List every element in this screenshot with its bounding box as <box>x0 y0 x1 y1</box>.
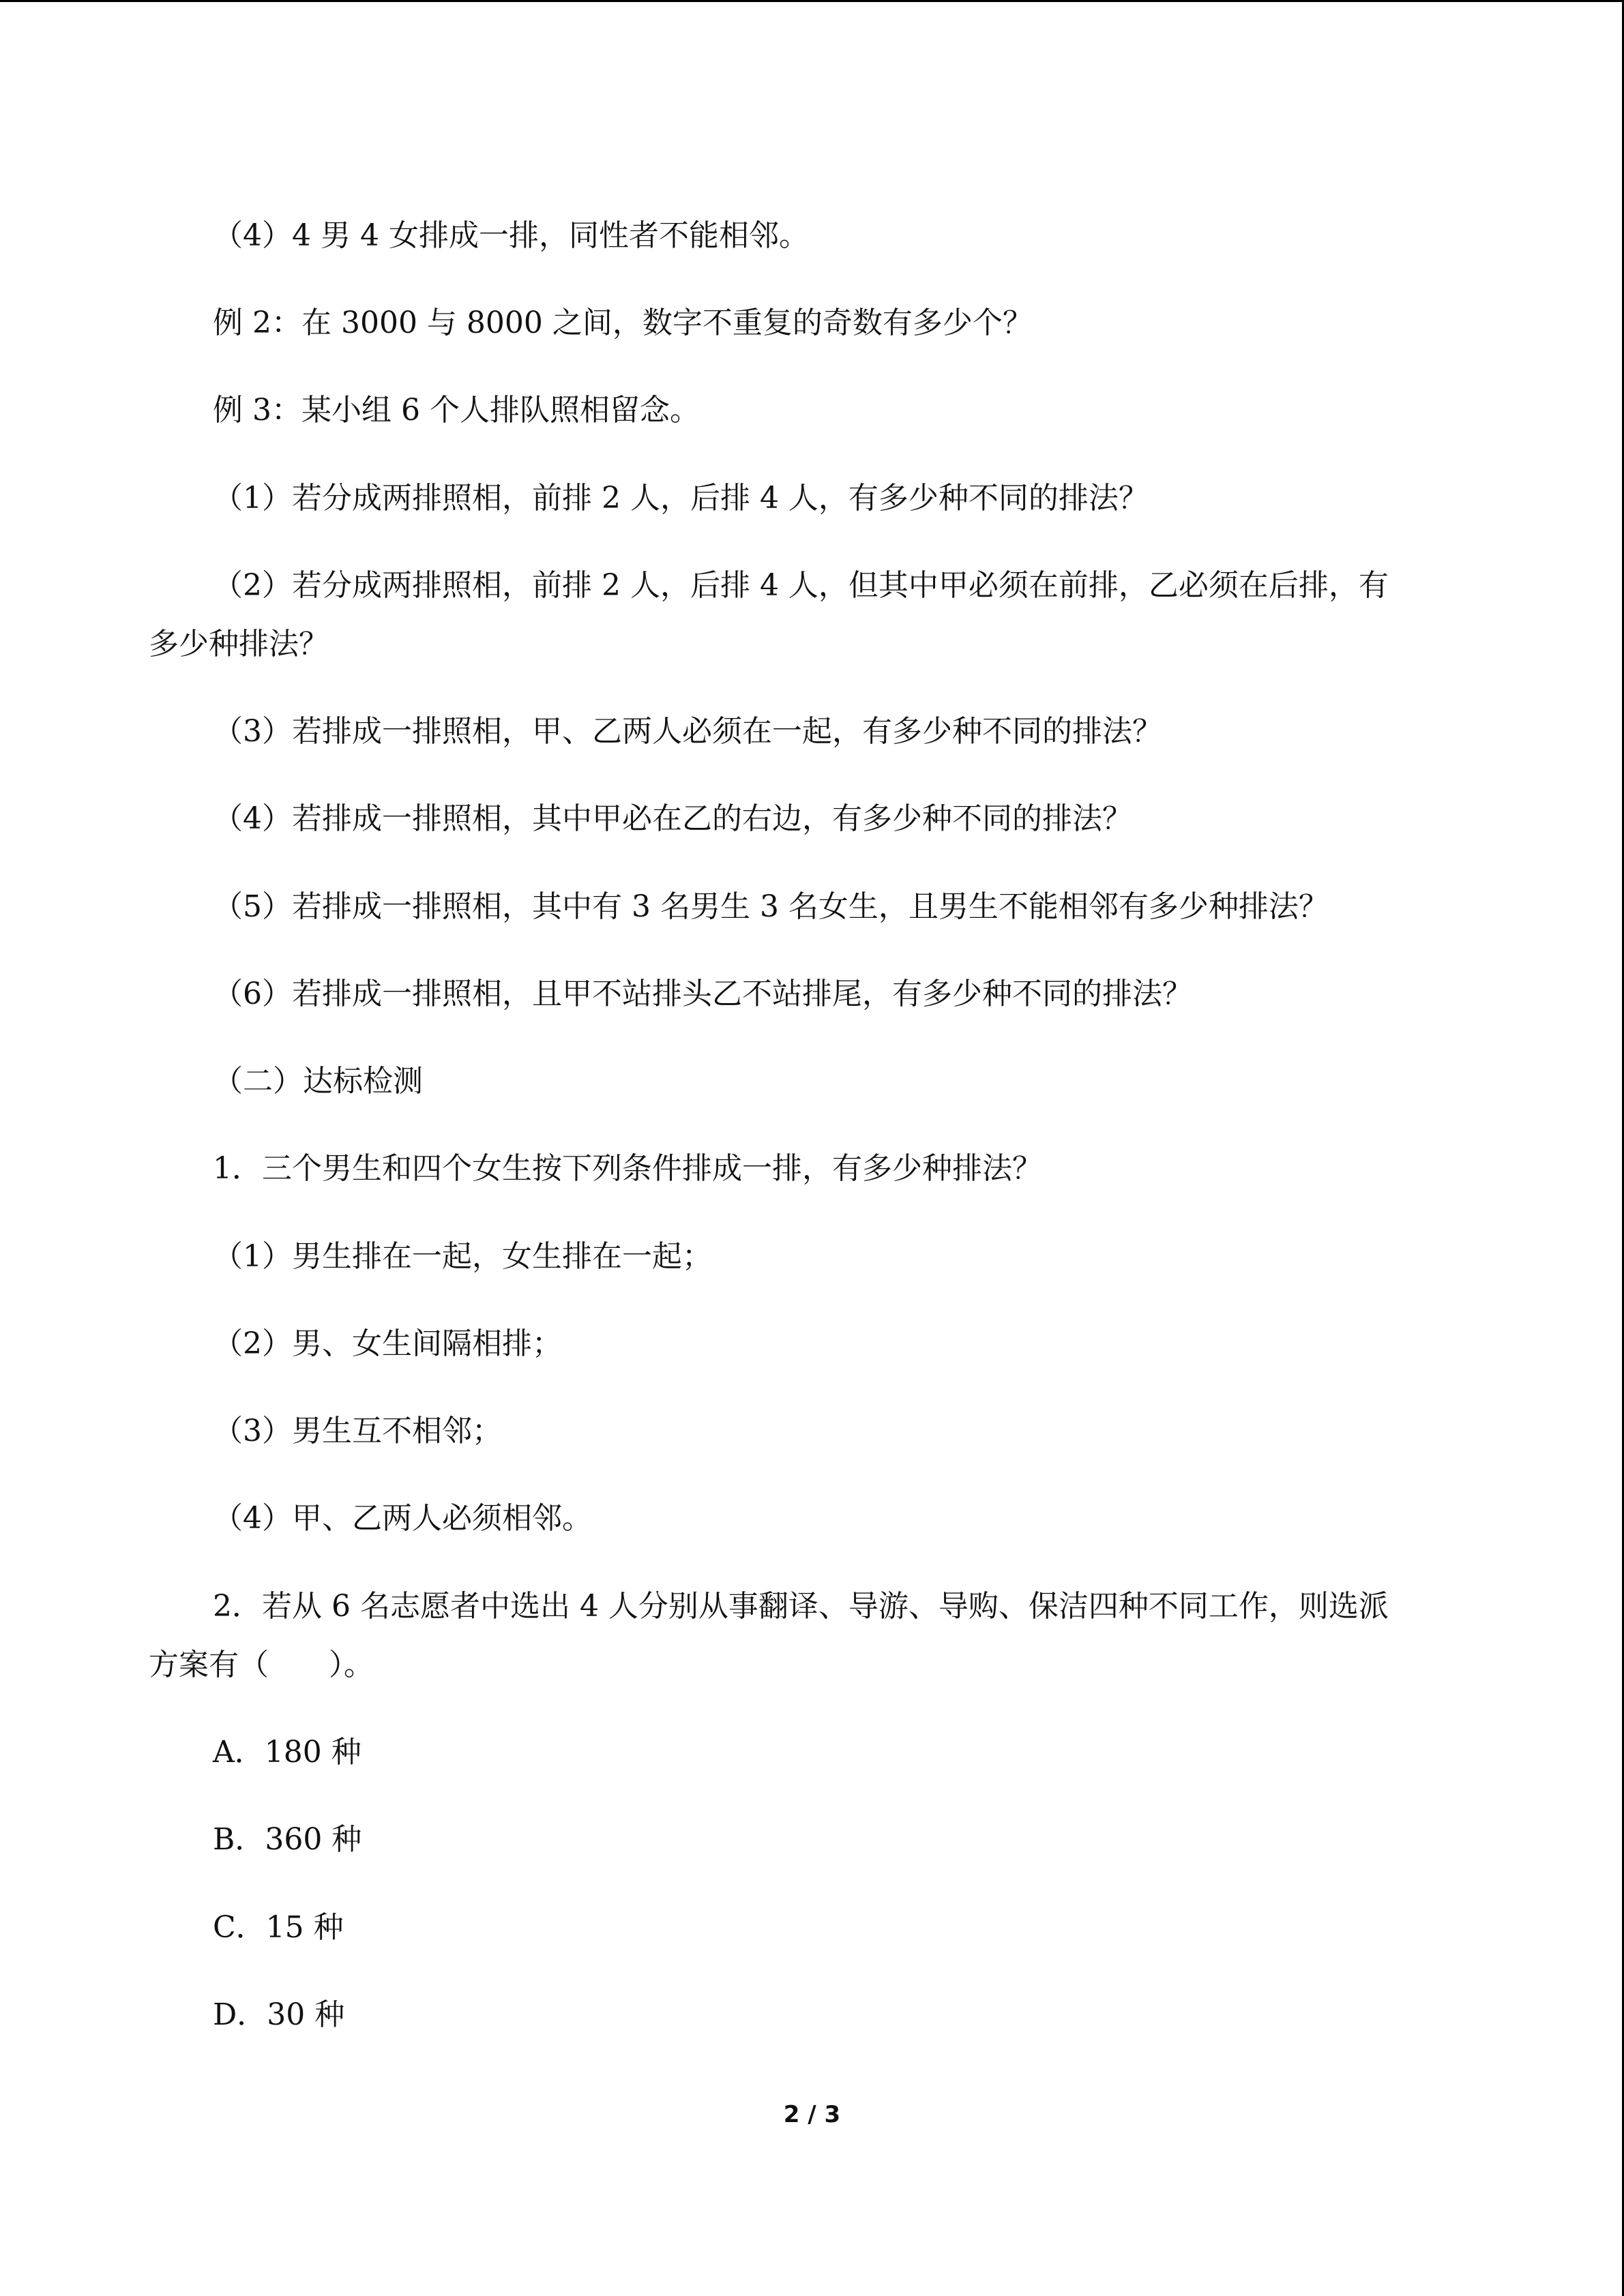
example1-item4: （4）4 男 4 女排成一排，同性者不能相邻。 <box>213 218 809 253</box>
page-top-border <box>0 0 1624 2</box>
page-number: 2 / 3 <box>783 2101 841 2128</box>
example3-item3: （3）若排成一排照相，甲、乙两人必须在一起，有多少种不同的排法？ <box>213 714 1162 749</box>
example3-item5: （5）若排成一排照相，其中有 3 名男生 3 名女生，且男生不能相邻有多少种排法？ <box>213 889 1329 924</box>
example3-intro: 例 3：某小组 6 个人排队照相留念。 <box>213 393 700 428</box>
exercise1-question: 1．三个男生和四个女生按下列条件排成一排，有多少种排法？ <box>213 1151 1042 1186</box>
example2-question: 例 2：在 3000 与 8000 之间，数字不重复的奇数有多少个？ <box>213 305 1033 340</box>
exercise1-item3: （3）男生互不相邻； <box>213 1414 502 1448</box>
exercise2-question-line1: 2．若从 6 名志愿者中选出 4 人分别从事翻译、导游、导购、保洁四种不同工作，则选派 <box>213 1589 1389 1624</box>
section-heading: （二）达标检测 <box>213 1064 423 1099</box>
option-b: B．360 种 <box>213 1822 362 1857</box>
option-a: A．180 种 <box>213 1735 361 1770</box>
exercise1-item1: （1）男生排在一起，女生排在一起； <box>213 1239 712 1274</box>
example3-item2-line1: （2）若分成两排照相，前排 2 人，后排 4 人，但其中甲必须在前排，乙必须在后排，有 <box>213 568 1389 603</box>
option-d: D．30 种 <box>213 1997 345 2032</box>
exercise1-item2: （2）男、女生间隔相排； <box>213 1326 562 1361</box>
example3-item4: （4）若排成一排照相，其中甲必在乙的右边，有多少种不同的排法？ <box>213 801 1132 836</box>
example3-item2-line2: 多少种排法？ <box>149 627 329 661</box>
example3-item6: （6）若排成一排照相，且甲不站排头乙不站排尾，有多少种不同的排法？ <box>213 976 1192 1011</box>
exercise1-item4: （4）甲、乙两人必须相邻。 <box>213 1501 592 1536</box>
example3-item1: （1）若分成两排照相，前排 2 人，后排 4 人，有多少种不同的排法？ <box>213 481 1149 516</box>
exercise2-question-line2: 方案有（ ）。 <box>149 1648 374 1682</box>
option-c: C．15 种 <box>213 1910 344 1945</box>
